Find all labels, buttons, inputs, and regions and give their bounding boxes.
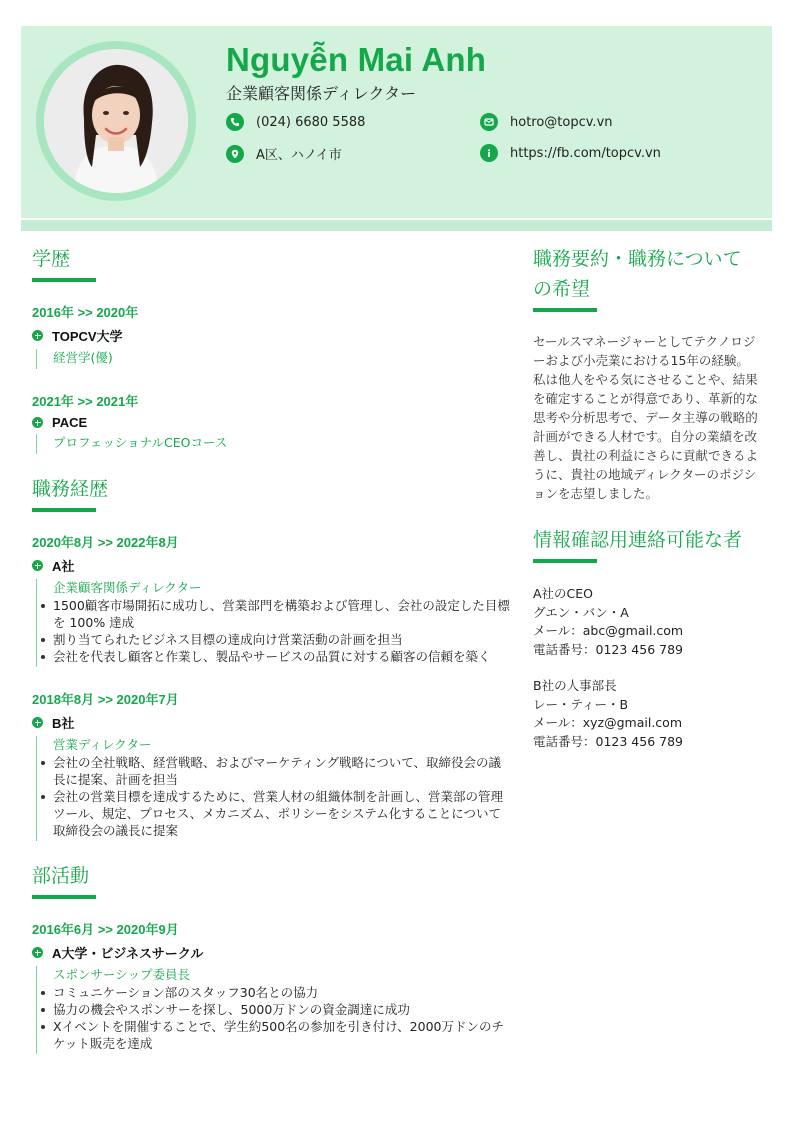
location-icon [226,145,244,163]
entry-role: 経営学(優) [53,350,113,365]
left-column [32,244,512,1054]
bullet-list [53,597,512,665]
experience-entry [32,532,512,667]
candidate-job-title: 企業顧客関係ディレクター [226,84,417,103]
plus-icon [32,330,43,341]
section-underline [32,278,96,282]
plus-icon [32,717,43,728]
entry-body [36,736,512,841]
header-band [21,220,772,231]
entry-role: プロフェッショナルCEOコース [53,435,228,450]
entry-org [32,326,512,345]
section-underline [32,895,96,899]
entry-role: スポンサーシップ委員長 [53,967,191,982]
entry-org [32,556,512,575]
avatar-ring [36,41,196,201]
education-entry [32,391,512,454]
summary-text: セールスマネージャーとしてテクノロジーおよび小売業における15年の経験。私は他人をやる気にさせることや、結果を確定することが得意であり、革新的な思考や分析思考で、データ主導の戦略的計画ができる人材です。自分の業績を改善し、貴社の利益にさらに貢献できるように、貴社の地域ディレクターのポジションを志望しました。 [533,334,759,501]
entry-org-name: A大学・ビジネスサークル [52,946,204,961]
entry-org [32,943,512,962]
list-item: 割り当てられたビジネス目標の達成向け営業活動の計画を担当 [53,631,512,648]
website-link[interactable]: https://fb.com/topcv.vn [510,145,661,161]
activity-entry [32,919,512,1054]
reference-name: グエン・バン・A [533,604,629,620]
entry-body [36,579,512,667]
avatar-photo-illustration [44,49,188,193]
list-item: 会社の全社戦略、経営戦略、およびマーケティング戦略について、取締役会の議長に提案、計画を担当 [53,754,512,788]
bullet-list [53,984,512,1052]
experience-section [32,474,512,841]
education-section [32,244,512,454]
references-section [533,525,758,751]
plus-icon [32,417,43,428]
section-title: 職務要約・職務についての希望 [533,248,742,300]
activities-section [32,861,512,1054]
entry-body [36,966,512,1054]
entry-org [32,415,512,430]
list-item: 協力の機会やスポンサーを探し、5000万ドンの資金調達に成功 [53,1001,512,1018]
email-address[interactable]: hotro@topcv.vn [510,114,613,130]
reference-email: メール：xyz@gmail.com [533,715,682,730]
plus-icon [32,947,43,958]
summary-section [533,244,758,503]
section-title: 職務経歴 [32,478,109,500]
list-item: 1500顧客市場開拓に成功し、営業部門を構築および管理し、会社の設定した目標を 100% 達成 [53,597,512,631]
reference-name: レー・ティー・B [533,696,629,712]
reference-company: B社の人事部長 [533,678,617,693]
entry-date: 2016年 >> 2020年 [32,305,139,320]
reference-email: メール：abc@gmail.com [533,623,684,638]
entry-org-name: TOPCV大学 [52,329,123,344]
phone-number: (024) 6680 5588 [256,114,366,130]
entry-date: 2018年8月 >> 2020年7月 [32,692,179,707]
entry-body [36,434,512,454]
entry-org-name: A社 [52,559,75,574]
reference-person [533,585,758,659]
entry-role: 営業ディレクター [53,737,152,752]
entry-org-name: B社 [52,716,75,731]
section-title: 部活動 [32,865,90,887]
contact-email [480,113,613,131]
right-column [533,244,758,751]
contact-address [226,144,342,163]
plus-icon [32,560,43,571]
reference-company: A社のCEO [533,586,594,601]
info-icon [480,144,498,162]
contact-phone [226,113,365,131]
entry-org [32,713,512,732]
list-item: 会社の営業目標を達成するために、営業人材の組織体制を計画し、営業部の管理ツール、規定、プロセス、メカニズム、ポリシーをシステム化することについて取締役会の議長に提案 [53,788,512,839]
section-underline [32,508,96,512]
phone-icon [226,113,244,131]
section-title: 学歴 [32,248,71,270]
entry-date: 2016年6月 >> 2020年9月 [32,922,179,937]
avatar [44,49,188,193]
section-underline [533,559,597,563]
experience-entry [32,689,512,841]
list-item: 会社を代表し顧客と作業し、製品やサービスの品質に対する顧客の信頼を築く [53,648,512,665]
candidate-name: Nguyễn Mai Anh [226,41,487,78]
bullet-list [53,754,512,839]
address: A区、ハノイ市 [256,148,342,163]
contact-website [480,144,661,162]
email-icon [480,113,498,131]
list-item: コミュニケーション部のスタッフ30名との協力 [53,984,512,1001]
reference-person [533,677,758,751]
list-item: Xイベントを開催することで、学生約500名の参加を引き付け、2000万ドンのチケット販売を達成 [53,1018,512,1052]
education-entry [32,302,512,369]
reference-phone: 電話番号：0123 456 789 [533,733,683,749]
entry-date: 2021年 >> 2021年 [32,394,139,409]
entry-body [36,349,512,369]
entry-org-name: PACE [52,415,88,430]
section-title: 情報確認用連絡可能な者 [533,529,743,551]
entry-role: 企業顧客関係ディレクター [53,580,202,595]
section-underline [533,308,597,312]
entry-date: 2020年8月 >> 2022年8月 [32,535,179,550]
reference-phone: 電話番号：0123 456 789 [533,641,683,657]
